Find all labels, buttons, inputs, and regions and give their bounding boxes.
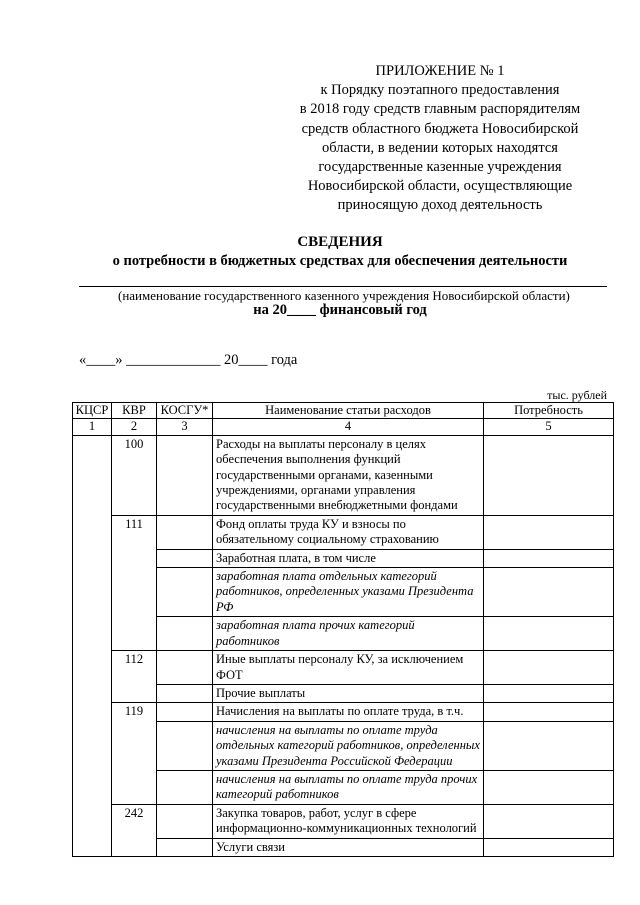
need-cell[interactable] [484,684,614,702]
table-header-row [73,403,614,419]
appendix-line: области, в ведении которых находятся [322,139,558,156]
kvr-cell: 119 [112,703,157,804]
expense-name-cell: Начисления на выплаты по оплате труда, в т.ч. [213,703,484,721]
document-title: СВЕДЕНИЯ [297,234,383,250]
expense-name-cell: Иные выплаты персоналу КУ, за исключением ФОТ [213,651,484,685]
header-expense-name: Наименование статьи расходов [213,403,484,419]
kosgu-cell [157,721,213,770]
expense-name-cell: начисления на выплаты по оплате труда отдельных категорий работников, определенных указами Президента Российской Федерации [213,721,484,770]
kosgu-cell [157,684,213,702]
kosgu-cell [157,568,213,617]
table-row [73,651,614,685]
table-row [73,435,614,515]
kosgu-cell [157,838,213,856]
need-cell[interactable] [484,651,614,685]
header-need: Потребность [484,403,614,419]
need-cell[interactable] [484,721,614,770]
kvr-cell: 112 [112,651,157,703]
date-line: «____» _____________ 20____ года [79,352,298,368]
expense-name-cell: Фонд оплаты труда КУ и взносы по обязательному социальному страхованию [213,515,484,549]
appendix-line: ПРИЛОЖЕНИЕ № 1 [375,63,505,79]
need-cell[interactable] [484,515,614,549]
kosgu-cell [157,515,213,549]
units-label: тыс. рублей [547,388,607,402]
appendix-line: государственные казенные учреждения [318,159,562,176]
expense-name-cell: Услуги связи [213,838,484,856]
appendix-line: приносящую доход деятельность [337,197,543,214]
need-cell[interactable] [484,568,614,617]
appendix-line: средств областного бюджета Новосибирской [301,120,579,137]
kosgu-cell [157,770,213,804]
table-row [73,703,614,721]
need-cell[interactable] [484,770,614,804]
col-number: 5 [484,419,614,435]
kosgu-cell [157,617,213,651]
expense-name-cell: Прочие выплаты [213,684,484,702]
header-kcsr: КЦСР [73,403,112,419]
appendix-line: Новосибирской области, осуществляющие [307,178,573,195]
table-row [73,804,614,838]
kosgu-cell [157,804,213,838]
need-cell[interactable] [484,804,614,838]
col-number: 2 [112,419,157,435]
header-kvr: КВР [112,403,157,419]
kvr-cell: 111 [112,515,157,650]
expense-name-cell: Заработная плата, в том числе [213,549,484,567]
kvr-cell: 242 [112,804,157,856]
need-cell[interactable] [484,617,614,651]
need-cell[interactable] [484,838,614,856]
need-cell[interactable] [484,549,614,567]
appendix-block [290,62,590,216]
fiscal-year-line: на 20____ финансовый год [253,302,427,318]
kosgu-cell [157,549,213,567]
kosgu-cell [157,651,213,685]
col-number: 4 [213,419,484,435]
table-row [73,515,614,549]
need-cell[interactable] [484,703,614,721]
kcsr-cell [73,435,112,856]
expense-name-cell: заработная плата прочих категорий работников [213,617,484,651]
expense-name-cell: Закупка товаров, работ, услуг в сфере информационно-коммуникационных технологий [213,804,484,838]
kosgu-cell [157,703,213,721]
document-subtitle: о потребности в бюджетных средствах для обеспечения деятельности [112,253,568,269]
expense-name-cell: Расходы на выплаты персоналу в целях обеспечения выполнения функций государственными органами, казенными учреждениями, органами управления государственными внебюджетными фондами [213,435,484,515]
appendix-line: в 2018 году средств главным распорядителям [299,101,581,118]
expense-name-cell: начисления на выплаты по оплате труда прочих категорий работников [213,770,484,804]
table-column-numbers-row [73,419,614,435]
institution-caption: (наименование государственного казенного учреждения Новосибирской области) [118,288,570,303]
expense-name-cell: заработная плата отдельных категорий работников, определенных указами Президента РФ [213,568,484,617]
col-number: 1 [73,419,112,435]
kosgu-cell [157,435,213,515]
expenses-table [72,402,614,857]
institution-name-line [79,286,607,287]
header-kosgu: КОСГУ* [157,403,213,419]
need-cell[interactable] [484,435,614,515]
col-number: 3 [157,419,213,435]
appendix-line: к Порядку поэтапного предоставления [320,82,560,99]
kvr-cell: 100 [112,435,157,515]
